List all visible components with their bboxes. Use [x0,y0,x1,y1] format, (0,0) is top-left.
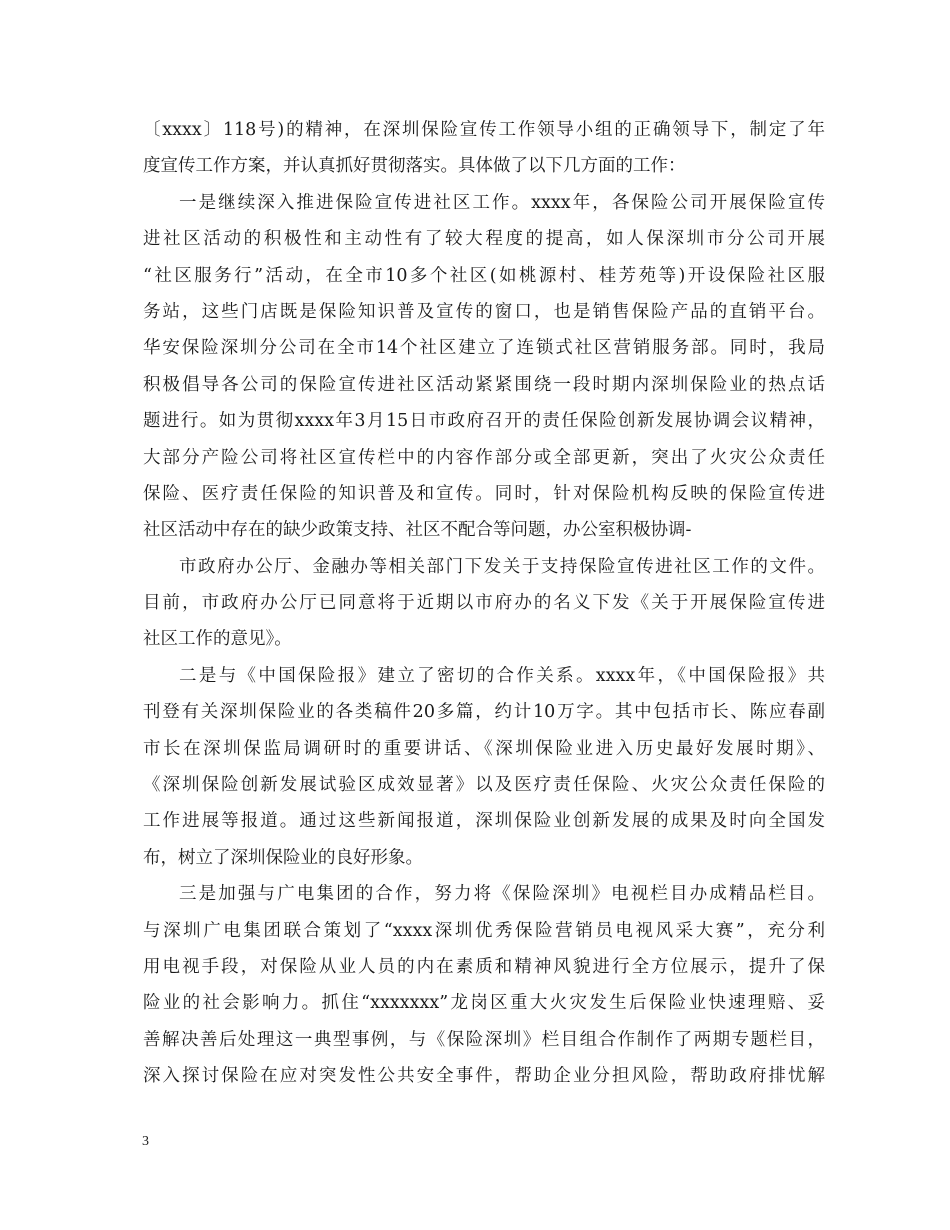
text-line: 进社区活动的积极性和主动性有了较大程度的提高，如人保深圳市分公司开展 [143,229,825,250]
text-line: 华安保险深圳分公司在全市14个社区建立了连锁式社区营销服务部。同时，我局 [143,338,825,359]
text-line: 社区工作的意见》。 [143,629,292,650]
text-line: 度宣传工作方案，并认真抓好贯彻落实。具体做了以下几方面的工作： [143,156,686,177]
text-line: 深入探讨保险在应对突发性公共安全事件，帮助企业分担风险，帮助政府排忧解 [143,1066,825,1087]
text-line: 工作进展等报道。通过这些新闻报道，深圳保险业创新发展的成果及时向全国发 [143,811,825,832]
text-line: 刊登有关深圳保险业的各类稿件20多篇，约计10万字。其中包括市长、陈应春副 [143,702,825,723]
page-number: 3 [142,1134,149,1149]
paragraph-start-line: 三是加强与广电集团的合作，努力将《保险深圳》电视栏目办成精品栏目。 [179,884,825,905]
text-line: 《深圳保险创新发展试验区成效显著》以及医疗责任保险、火灾公众责任保险的 [143,775,825,796]
text-line: 务站，这些门店既是保险知识普及宣传的窗口，也是销售保险产品的直销平台。 [143,301,825,322]
text-line: 险业的社会影响力。抓住“xxxxxxx”龙岗区重大火灾发生后保险业快速理赔、妥 [143,993,825,1014]
text-line: 大部分产险公司将社区宣传栏中的内容作部分或全部更新，突出了火灾公众责任 [143,447,825,468]
text-line: 市长在深圳保监局调研时的重要讲话、《深圳保险业进入历史最好发展时期》、 [143,738,825,759]
text-line: 布，树立了深圳保险业的良好形象。 [143,847,423,868]
paragraph-start-line: 市政府办公厅、金融办等相关部门下发关于支持保险宣传进社区工作的文件。 [179,556,825,577]
text-line: 题进行。如为贯彻xxxx年3月15日市政府召开的责任保险创新发展协调会议精神， [143,411,825,432]
paragraph-start-line: 一是继续深入推进保险宣传进社区工作。xxxx年，各保险公司开展保险宣传 [179,192,825,213]
text-line: 用电视手段，对保险从业人员的内在素质和精神风貌进行全方位展示，提升了保 [143,956,825,977]
text-line: 社区活动中存在的缺少政策支持、社区不配合等问题，办公室积极协调- [143,520,692,541]
text-line: 〔xxxx〕118号)的精神，在深圳保险宣传工作领导小组的正确领导下，制定了年 [143,120,825,140]
text-line: 积极倡导各公司的保险宣传进社区活动紧紧围绕一段时期内深圳保险业的热点话 [143,374,825,395]
paragraph-start-line: 二是与《中国保险报》建立了密切的合作关系。xxxx年，《中国保险报》共 [179,665,825,686]
text-line: 目前，市政府办公厅已同意将于近期以市府办的名义下发《关于开展保险宣传进 [143,593,825,614]
text-line: 善解决善后处理这一典型事例，与《保险深圳》栏目组合作制作了两期专题栏目， [143,1029,825,1050]
body-text [143,112,825,1095]
text-line: “社区服务行”活动，在全市10多个社区(如桃源村、桂芳苑等)开设保险社区服 [143,265,825,286]
text-line: 保险、医疗责任保险的知识普及和宣传。同时，针对保险机构反映的保险宣传进 [143,483,825,504]
text-line: 与深圳广电集团联合策划了“xxxx深圳优秀保险营销员电视风采大赛”，充分利 [143,920,825,941]
